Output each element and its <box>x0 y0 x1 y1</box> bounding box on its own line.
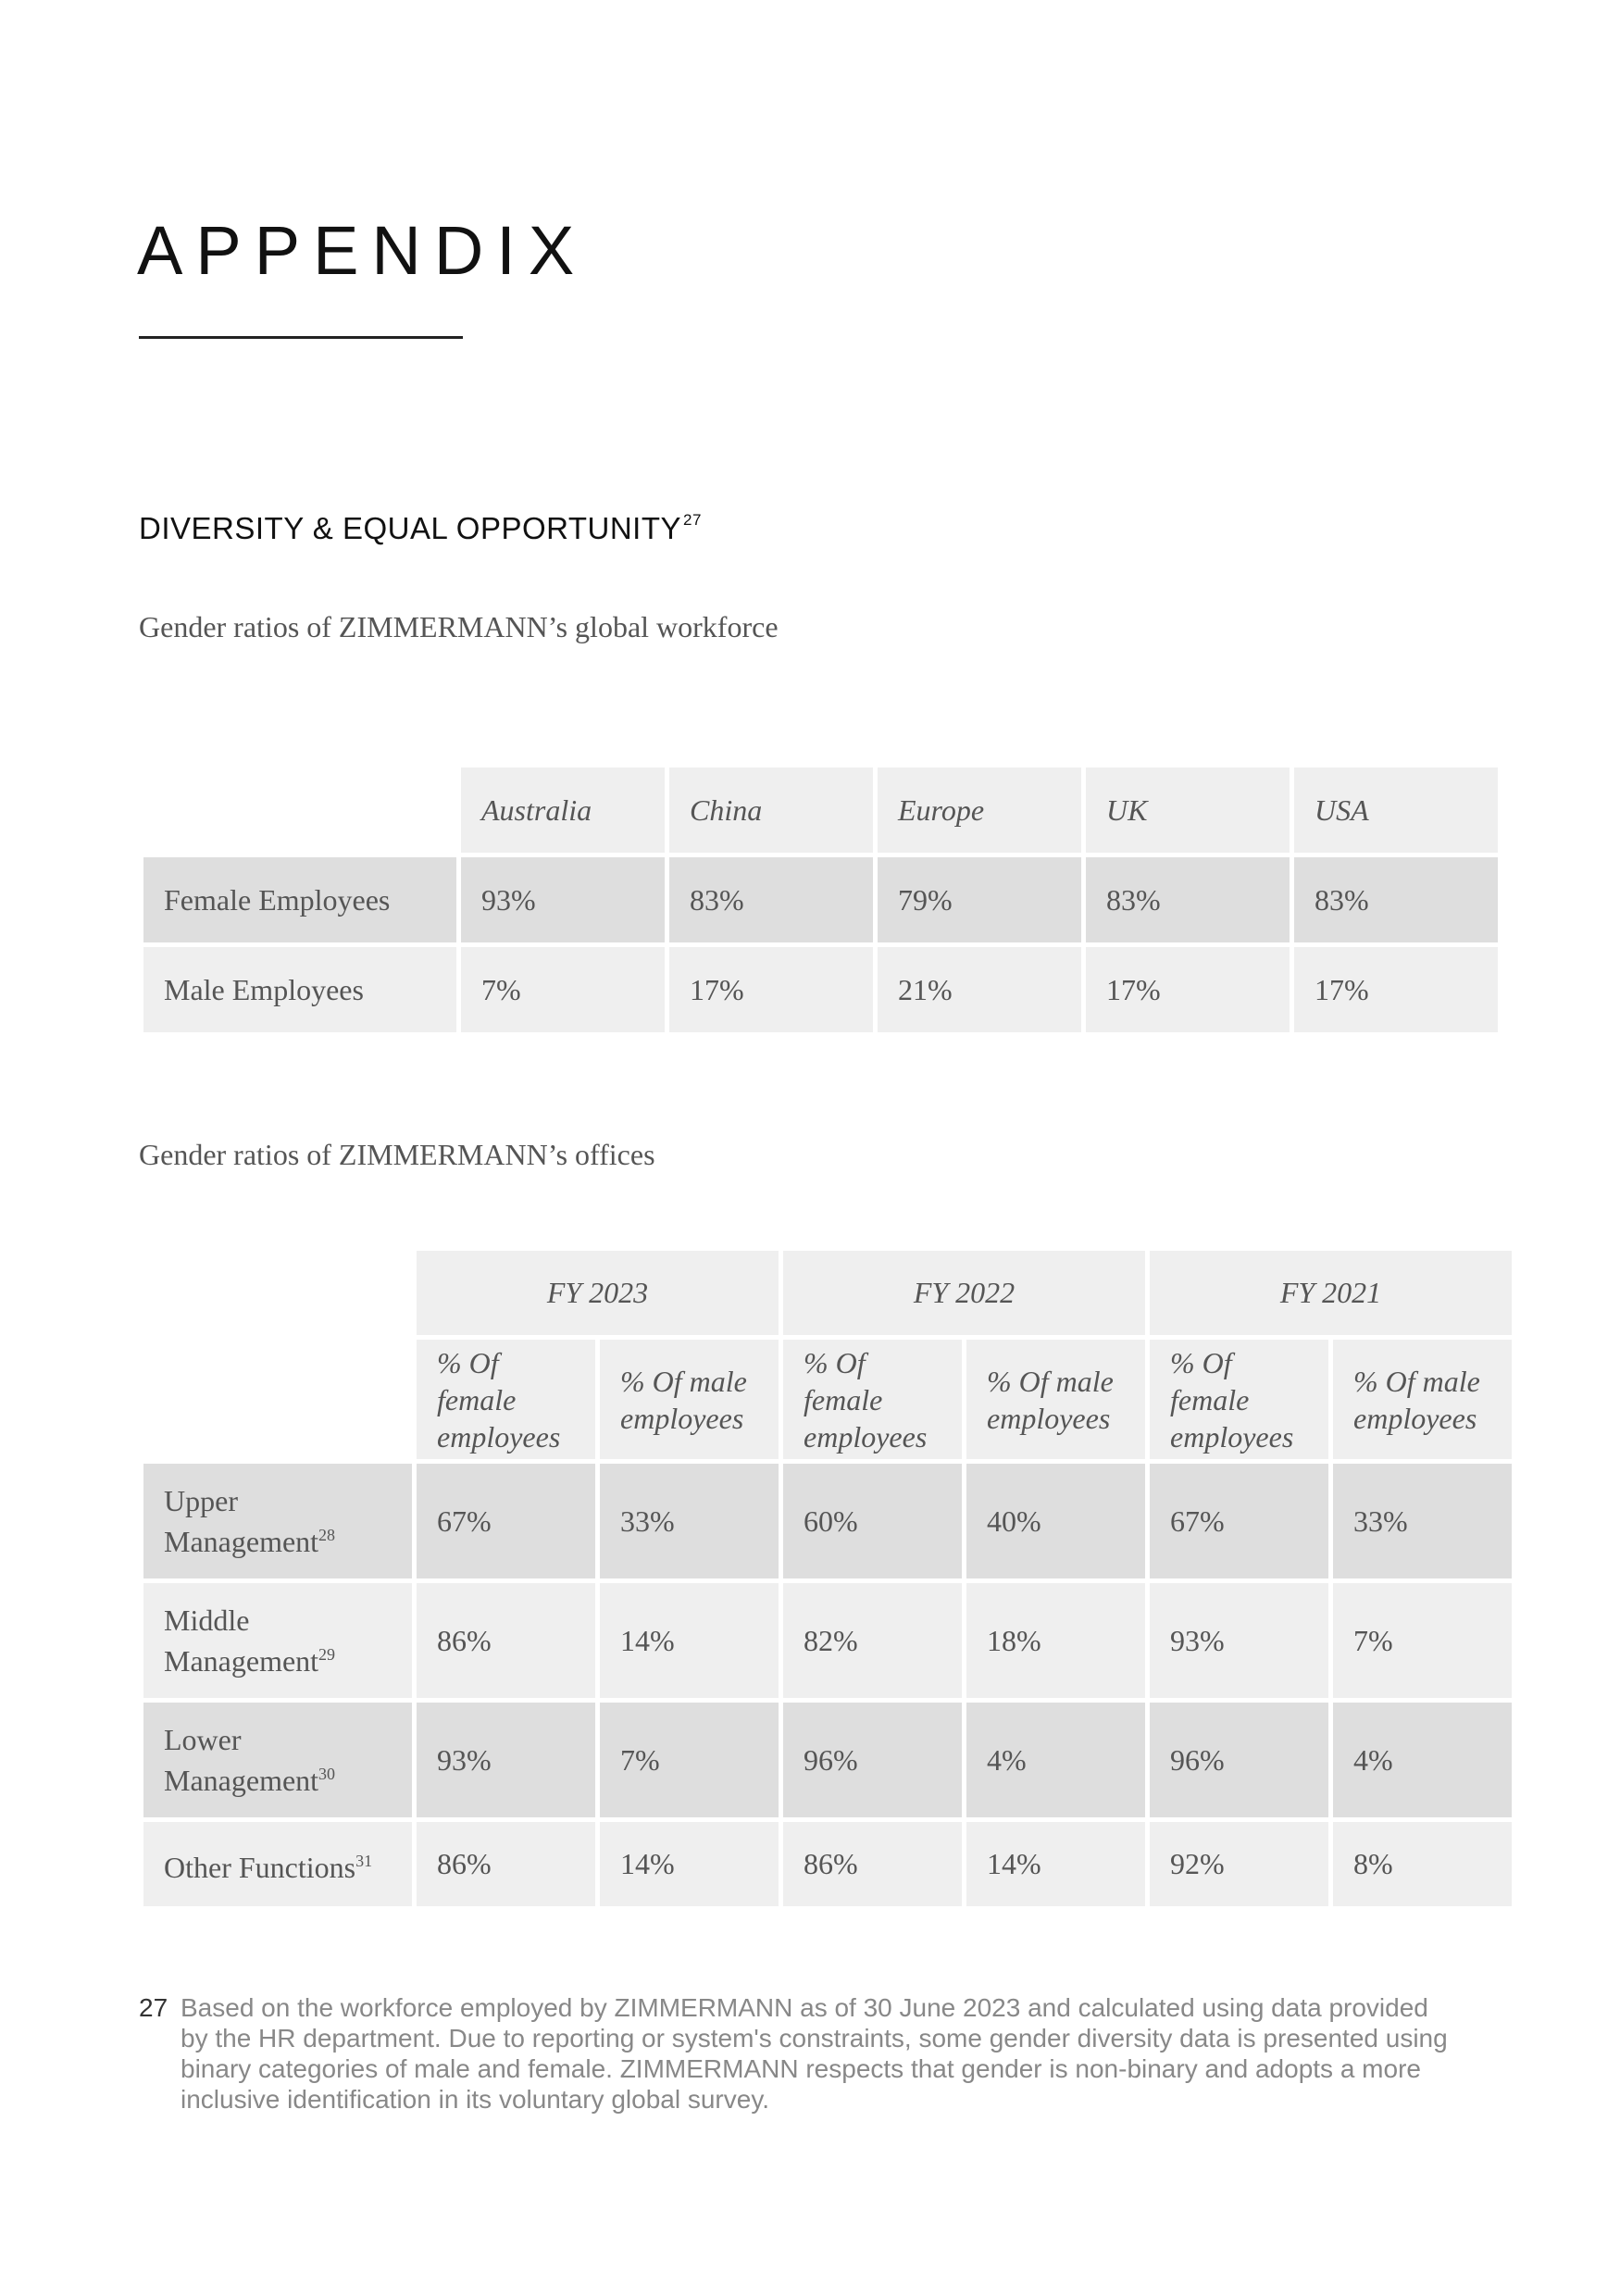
table-row <box>143 947 1498 1032</box>
table-cell: 93% <box>1150 1583 1328 1698</box>
year-header-row <box>143 1251 1512 1335</box>
column-header: UK <box>1086 767 1290 853</box>
subheader-row <box>143 1340 1512 1459</box>
table-cell: 86% <box>417 1822 595 1906</box>
footnote-ref: 29 <box>318 1644 336 1664</box>
male-column-header: % Of male employees <box>600 1340 779 1459</box>
table-cell: 40% <box>966 1464 1145 1578</box>
footnote <box>139 1992 1453 2115</box>
offices-table <box>139 1246 1516 1911</box>
table-cell: 92% <box>1150 1822 1328 1906</box>
row-label <box>143 1822 412 1906</box>
table-cell: 4% <box>966 1703 1145 1817</box>
table-cell: 4% <box>1333 1703 1512 1817</box>
column-header: Australia <box>461 767 665 853</box>
year-header: FY 2022 <box>783 1251 1145 1335</box>
footnote-ref: 30 <box>318 1764 336 1783</box>
table-cell: 7% <box>1333 1583 1512 1698</box>
female-column-header: % Of female employees <box>783 1340 962 1459</box>
table-row <box>143 1822 1512 1906</box>
row-label-text: Upper Management <box>164 1483 319 1558</box>
header-blank-cell <box>143 1340 412 1459</box>
table-cell: 79% <box>878 857 1081 942</box>
table-cell: 93% <box>461 857 665 942</box>
table-cell: 14% <box>600 1583 779 1698</box>
table-cell: 17% <box>669 947 873 1032</box>
table-row <box>143 857 1498 942</box>
male-column-header: % Of male employees <box>966 1340 1145 1459</box>
male-column-header: % Of male employees <box>1333 1340 1512 1459</box>
header-blank-cell <box>143 767 456 853</box>
footnote-ref: 27 <box>683 511 702 529</box>
table-cell: 17% <box>1294 947 1498 1032</box>
table-cell: 7% <box>600 1703 779 1817</box>
table-cell: 14% <box>600 1822 779 1906</box>
column-header: China <box>669 767 873 853</box>
year-header: FY 2023 <box>417 1251 779 1335</box>
table-cell: 67% <box>1150 1464 1328 1578</box>
table-cell: 21% <box>878 947 1081 1032</box>
table-cell: 8% <box>1333 1822 1512 1906</box>
table-row <box>143 1703 1512 1817</box>
column-header: Europe <box>878 767 1081 853</box>
column-header: USA <box>1294 767 1498 853</box>
table-cell: 86% <box>417 1583 595 1698</box>
table-row <box>143 1583 1512 1698</box>
table-cell: 93% <box>417 1703 595 1817</box>
table-cell: 33% <box>1333 1464 1512 1578</box>
year-header: FY 2021 <box>1150 1251 1512 1335</box>
table-cell: 18% <box>966 1583 1145 1698</box>
table-cell: 14% <box>966 1822 1145 1906</box>
section-heading <box>139 511 702 546</box>
table-cell: 60% <box>783 1464 962 1578</box>
table-cell: 96% <box>783 1703 962 1817</box>
footnote-ref: 31 <box>355 1851 373 1870</box>
table-cell: 83% <box>1086 857 1290 942</box>
footnote-number: 27 <box>139 1993 168 2022</box>
row-label <box>143 1583 412 1698</box>
section-heading-text: DIVERSITY & EQUAL OPPORTUNITY <box>139 511 682 545</box>
row-label-text: Middle Management <box>164 1603 319 1678</box>
header-blank-cell <box>143 1251 412 1335</box>
row-label: Male Employees <box>143 947 456 1032</box>
table-cell: 67% <box>417 1464 595 1578</box>
page-title: APPENDIX <box>137 212 588 289</box>
table1-caption: Gender ratios of ZIMMERMANN’s global workforce <box>139 610 779 643</box>
row-label <box>143 1464 412 1578</box>
table-cell: 33% <box>600 1464 779 1578</box>
table-row <box>143 1464 1512 1578</box>
row-label <box>143 1703 412 1817</box>
table-cell: 82% <box>783 1583 962 1698</box>
female-column-header: % Of female employees <box>1150 1340 1328 1459</box>
table-cell: 86% <box>783 1822 962 1906</box>
row-label-text: Lower Management <box>164 1722 319 1797</box>
table2-caption: Gender ratios of ZIMMERMANN’s offices <box>139 1138 655 1171</box>
table-cell: 17% <box>1086 947 1290 1032</box>
female-column-header: % Of female employees <box>417 1340 595 1459</box>
row-label: Female Employees <box>143 857 456 942</box>
table-cell: 7% <box>461 947 665 1032</box>
row-label-text: Other Functions <box>164 1850 356 1884</box>
table-cell: 83% <box>669 857 873 942</box>
footnote-ref: 28 <box>318 1525 336 1544</box>
table-cell: 96% <box>1150 1703 1328 1817</box>
title-underline <box>139 336 463 339</box>
table-header-row <box>143 767 1498 853</box>
global-workforce-table <box>139 763 1502 1037</box>
footnote-text: Based on the workforce employed by ZIMMERMANN as of 30 June 2023 and calculated using data provided by the HR department. Due to reporting or system's constraints, some gender diversity data is presented using binary categories of male and female. ZIMMERMANN respects that gender is non-binary and adopts a more inclusive identification in its voluntary global survey. <box>181 1993 1448 2114</box>
table-cell: 83% <box>1294 857 1498 942</box>
